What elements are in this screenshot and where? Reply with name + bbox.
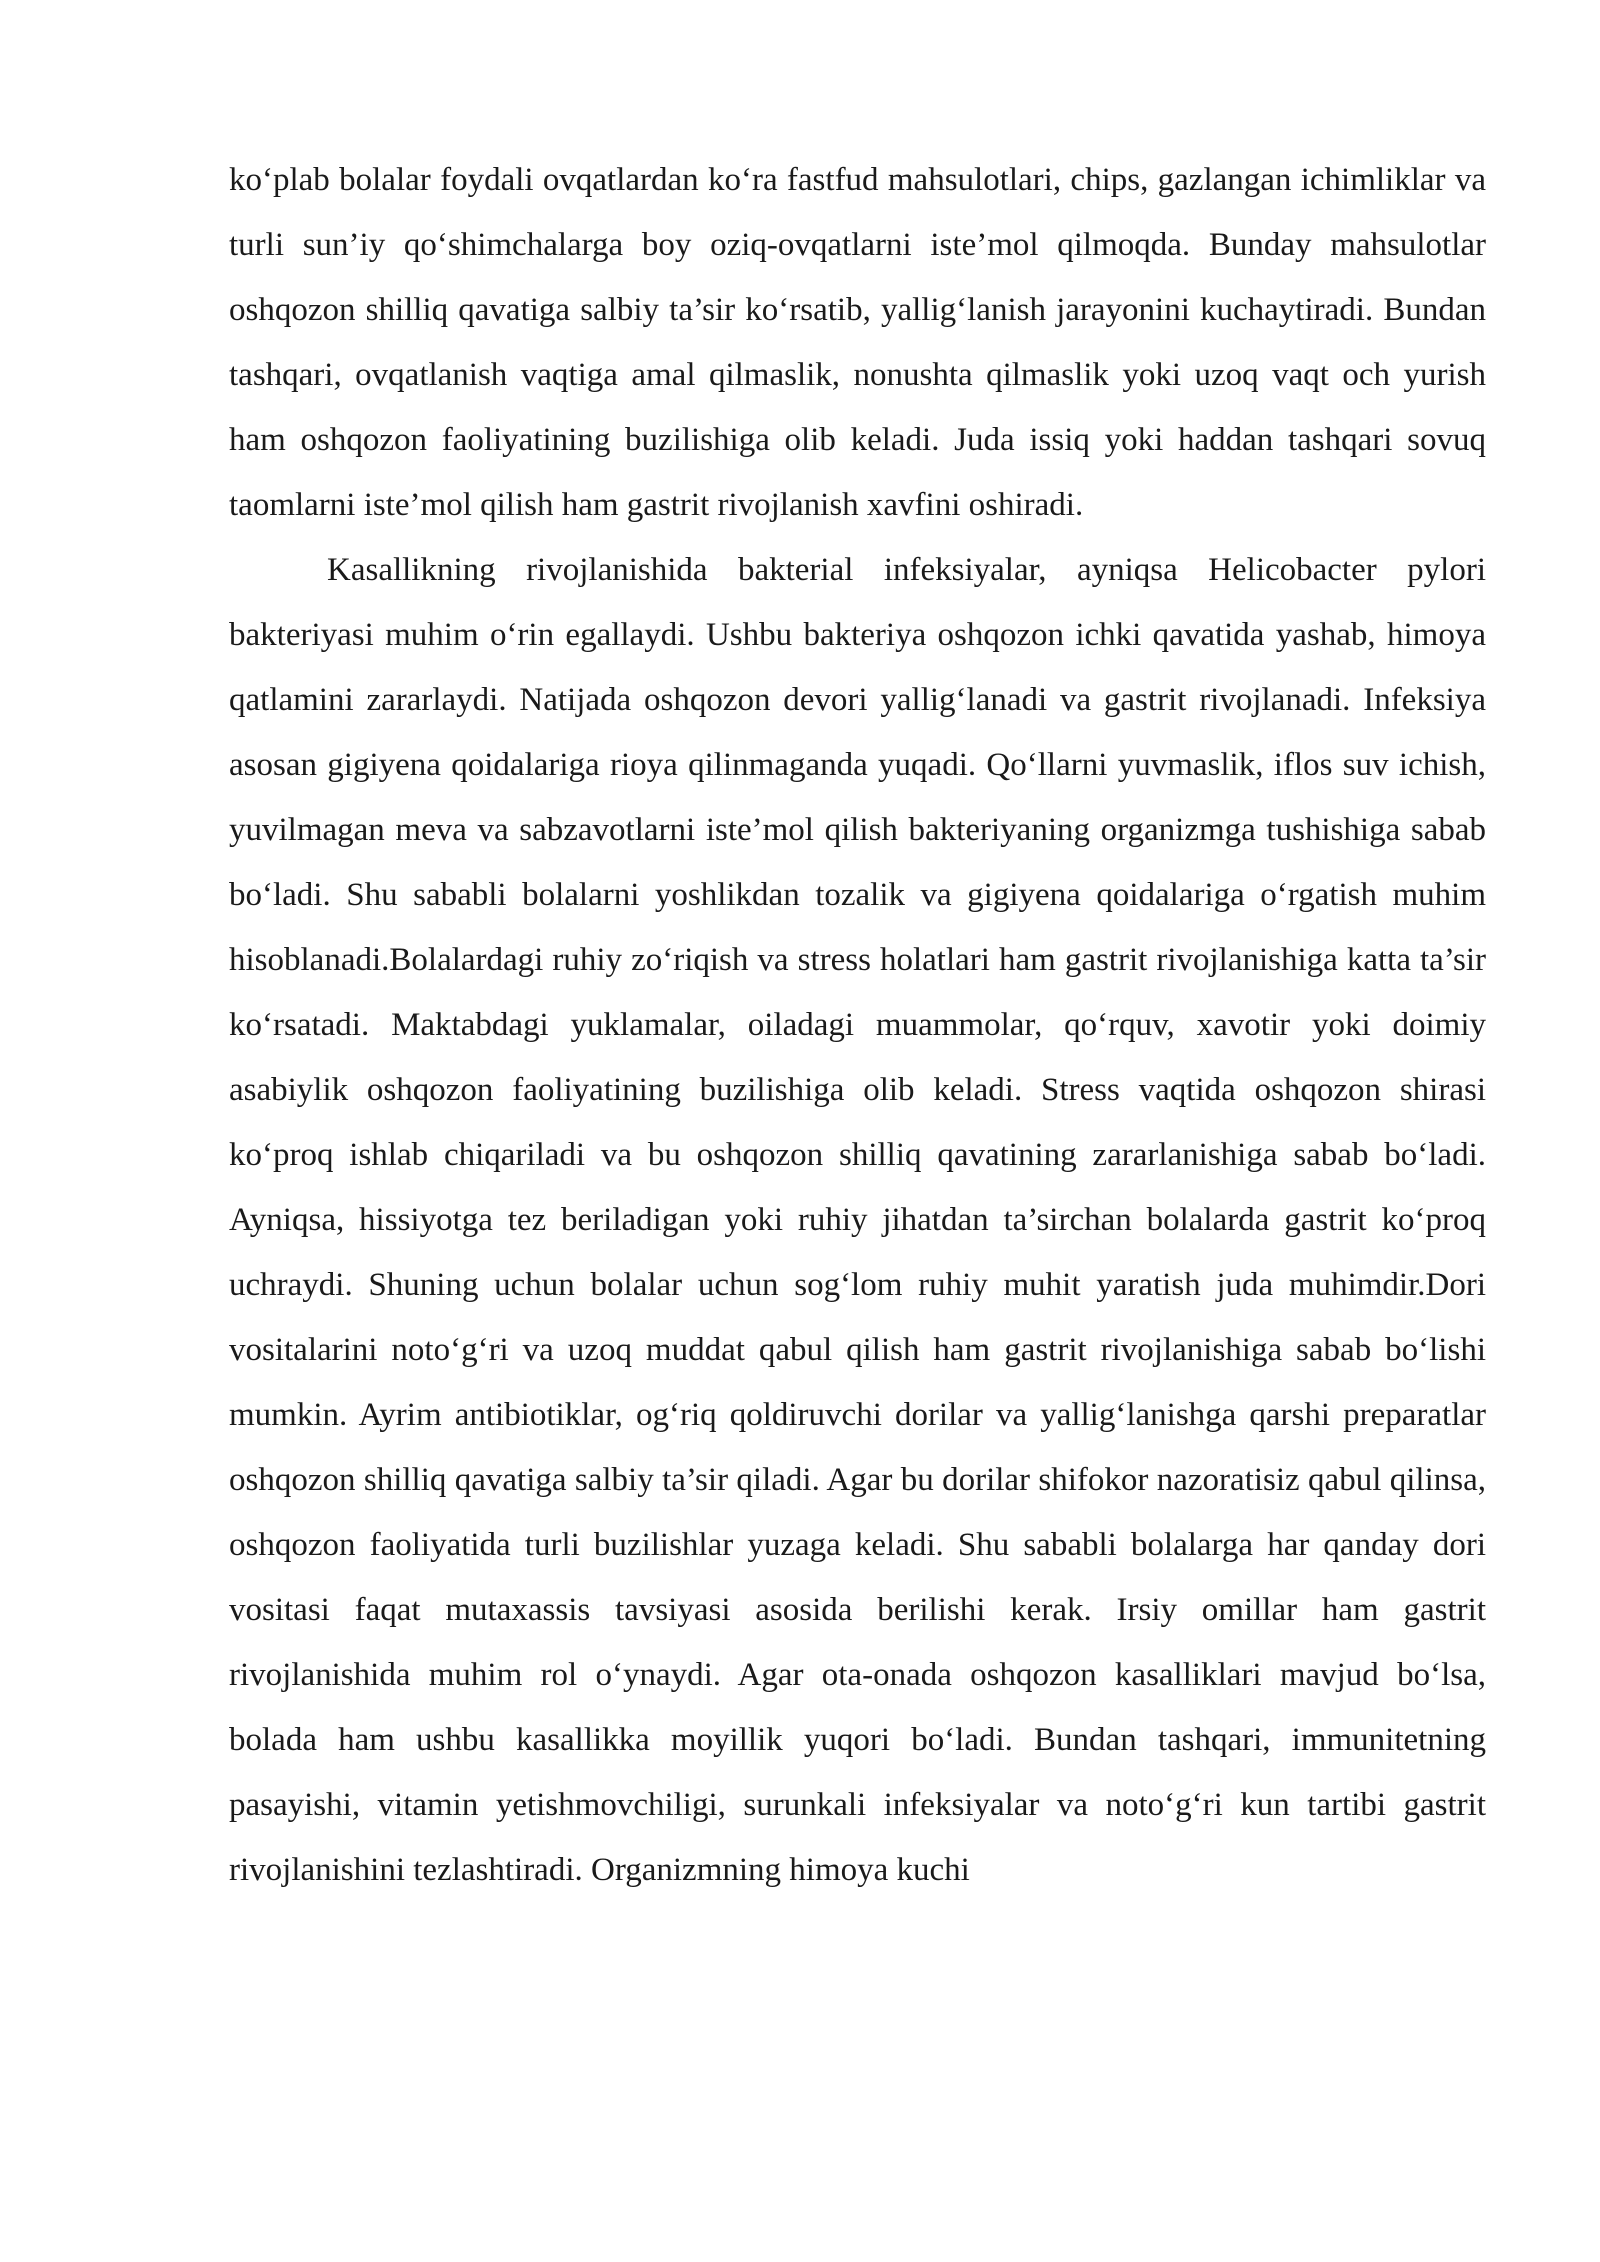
body-text bbox=[229, 148, 1486, 1903]
paragraph-continued: ko‘plab bolalar foydali ovqatlardan ko‘ra fastfud mahsulotlari, chips, gazlangan ichimliklar va turli sun’iy qo‘shimchalarga boy oziq-ovqatlarni iste’mol qilmoqda. Bunday mahsulotlar oshqozon shilliq qavatiga salbiy ta’sir ko‘rsatib, yallig‘lanish jarayonini kuchaytiradi. Bundan tashqari, ovqatlanish vaqtiga amal qilmaslik, nonushta qilmaslik yoki uzoq vaqt och yurish ham oshqozon faoliyatining buzilishiga olib keladi. Juda issiq yoki haddan tashqari sovuq taomlarni iste’mol qilish ham gastrit rivojlanish xavfini oshiradi. bbox=[229, 162, 1486, 523]
paragraph-causes: Kasallikning rivojlanishida bakterial infeksiyalar, ayniqsa Helicobacter pylori bakteriyasi muhim o‘rin egallaydi. Ushbu bakteriya oshqozon ichki qavatida yashab, himoya qatlamini zararlaydi. Natijada oshqozon devori yallig‘lanadi va gastrit rivojlanadi. Infeksiya asosan gigiyena qoidalariga rioya qilinmaganda yuqadi. Qo‘llarni yuvmaslik, iflos suv ichish, yuvilmagan meva va sabzavotlarni iste’mol qilish bakteriyaning organizmga tushishiga sabab bo‘ladi. Shu sababli bolalarni yoshlikdan tozalik va gigiyena qoidalariga o‘rgatish muhim hisoblanadi.Bolalardagi ruhiy zo‘riqish va stress holatlari ham gastrit rivojlanishiga katta ta’sir ko‘rsatadi. Maktabdagi yuklamalar, oiladagi muammolar, qo‘rquv, xavotir yoki doimiy asabiylik oshqozon faoliyatining buzilishiga olib keladi. Stress vaqtida oshqozon shirasi ko‘proq ishlab chiqariladi va bu oshqozon shilliq qavatining zararlanishiga sabab bo‘ladi. Ayniqsa, hissiyotga tez beriladigan yoki ruhiy jihatdan ta’sirchan bolalarda gastrit ko‘proq uchraydi. Shuning uchun bolalar uchun sog‘lom ruhiy muhit yaratish juda muhimdir.Dori vositalarini noto‘g‘ri va uzoq muddat qabul qilish ham gastrit rivojlanishiga sabab bo‘lishi mumkin. Ayrim antibiotiklar, og‘riq qoldiruvchi dorilar va yallig‘lanishga qarshi preparatlar oshqozon shilliq qavatiga salbiy ta’sir qiladi. Agar bu dorilar shifokor nazoratisiz qabul qilinsa, oshqozon faoliyatida turli buzilishlar yuzaga keladi. Shu sababli bolalarga har qanday dori vositasi faqat mutaxassis tavsiyasi asosida berilishi kerak. Irsiy omillar ham gastrit rivojlanishida muhim rol o‘ynaydi. Agar ota-onada oshqozon kasalliklari mavjud bo‘lsa, bolada ham ushbu kasallikka moyillik yuqori bo‘ladi. Bundan tashqari, immunitetning pasayishi, vitamin yetishmovchiligi, surunkali infeksiyalar va noto‘g‘ri kun tartibi gastrit rivojlanishini tezlashtiradi. Organizmning himoya kuchi bbox=[229, 552, 1486, 1888]
